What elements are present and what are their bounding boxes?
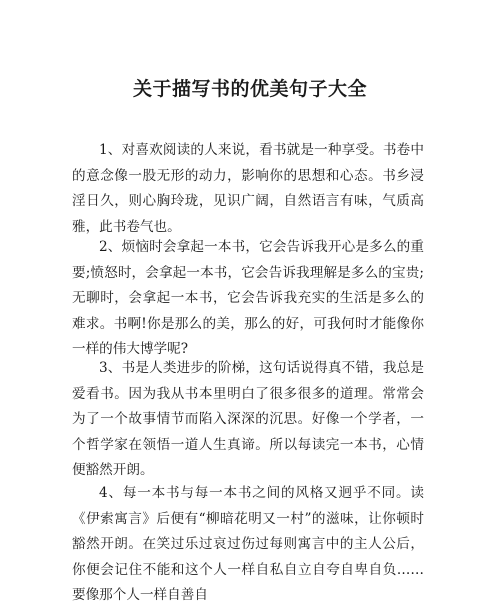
paragraph-3: 3、书是人类进步的阶梯，这句话说得真不错，我总是爱看书。因为我从书本里明白了很多很多的道理。常常会为了一个故事情节而陷入深深的沉思。好像一个学者，一个哲学家在领悟一道人生真谛。所以每读完一本书，心情便豁然开朗。 — [72, 360, 424, 478]
paragraph-1: 1、对喜欢阅读的人来说，看书就是一种享受。书卷中的意念像一股无形的动力，影响你的思想和心态。书乡浸淫日久，则心胸玲珑，见识广阔，自然语言有味，气质高雅，此书卷气也。 — [72, 142, 424, 235]
document-title: 关于描写书的优美句子大全 — [132, 78, 367, 100]
paragraph-4: 4、每一本书与每一本书之间的风格又迥乎不同。读《伊索寓言》后便有“柳暗花明又一村”的滋味，让你顿时豁然开朗。在笑过乐过哀过伤过每则寓言中的主人公后，你便会记住不能和这个人一样自私自立自夸自卑自负……要像那个人一样自善自 — [72, 485, 424, 603]
paragraph-2: 2、烦恼时会拿起一本书，它会告诉我开心是多么的重要;愤怒时，会拿起一本书，它会告诉我理解是多么的宝贵;无聊时，会拿起一本书，它会告诉我充实的生活是多么的难求。书啊!你是那么的美，那么的好，可我何时才能像你一样的伟大博学呢? — [72, 239, 424, 357]
